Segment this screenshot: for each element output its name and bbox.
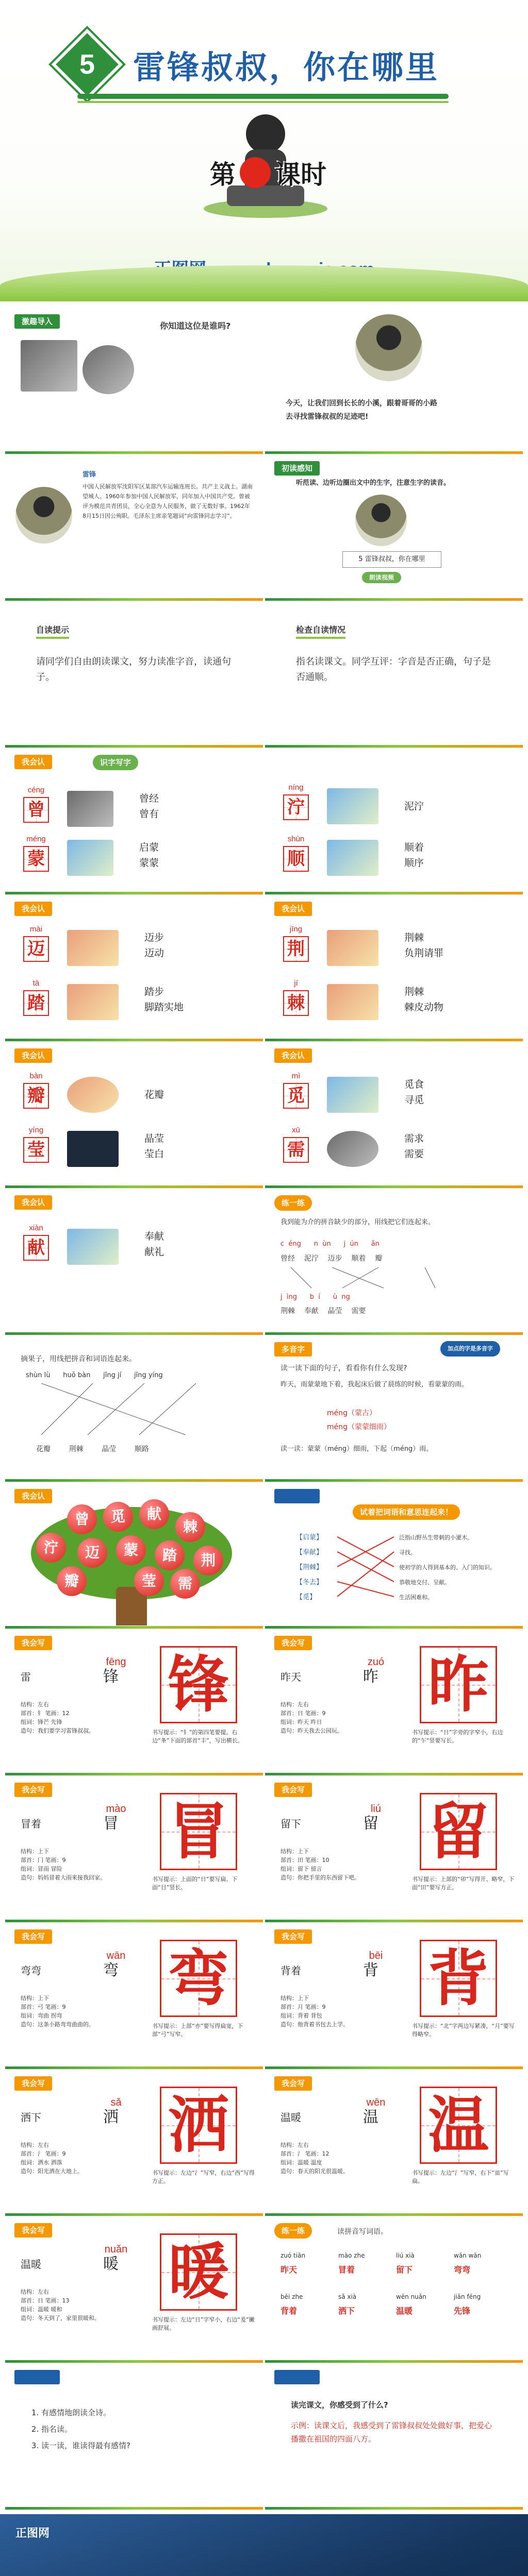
- pinyin: yíng: [28, 1126, 44, 1134]
- slide-preview: [265, 456, 523, 601]
- lesson-title: 雷锋叔叔，你在哪里: [133, 48, 440, 86]
- slide-strip: [5, 1479, 263, 1482]
- big-char-box: 弯: [160, 1940, 237, 2017]
- pair-banner: 试着把词语和意思连起来！: [353, 1504, 460, 1520]
- word: 曾经: [139, 793, 159, 804]
- slide-tag: 我会写: [14, 2223, 52, 2238]
- slide-strip: [265, 1185, 523, 1188]
- char-info: 结构：左右 部首：日 笔画：9 组词：昨天 昨日 造句：昨天我去公园玩。: [280, 1701, 343, 1734]
- slide-self-read: [5, 603, 263, 748]
- slide-strip: [5, 1185, 263, 1188]
- polyphone-py-2: méng（蒙蒙细雨）: [327, 1423, 391, 1431]
- slide-write-3: [5, 1777, 263, 1923]
- pinyin: wān: [106, 1950, 126, 1961]
- slide-tag: 我会认: [274, 1048, 312, 1063]
- example-word: 背着: [280, 1964, 301, 1977]
- slide-tag: 初读感知: [274, 461, 320, 476]
- pinyin: jīng: [289, 925, 303, 934]
- slide-strip: [265, 1920, 523, 1922]
- banner-logo: 正图网: [15, 2527, 50, 2540]
- char-box: 荆: [283, 936, 309, 962]
- slide-summary: [265, 2365, 523, 2510]
- word-photo: [67, 930, 119, 966]
- slide-recognize-4: [265, 896, 523, 1042]
- slide-recognize-5: [5, 1043, 263, 1189]
- char-info: 结构：上下 部首：弓 笔画：9 组词：弯曲 拐弯 造句：这条小路弯弯曲曲的。: [21, 1995, 94, 2028]
- bio-text: 中国人民解放军沈阳军区某部汽车运输连班长。共产主义战士。湖南望城人。1960年参加中国人民解放军，同年加入中国共产党。曾被评为模范共青团员，全心全意为人民服务，做了无数好事。1962年8月15日因公殉职。毛泽东主席亲笔题词“向雷锋同志学习”。: [82, 483, 253, 519]
- word: 莹白: [144, 1148, 164, 1160]
- period-label: [191, 155, 345, 191]
- example-word: 洒下: [21, 2111, 41, 2124]
- slide-tag: 激趣导入: [14, 314, 60, 329]
- pair-lines: [337, 1534, 399, 1606]
- dew-photo: [67, 1131, 119, 1167]
- check-text: 指名读课文。同学互评：字音是否正确，句子是否通顺。: [296, 656, 491, 683]
- char-box: 莹: [23, 1137, 49, 1163]
- pinyin: liú: [370, 1803, 381, 1815]
- big-char-box: 暖: [160, 2233, 237, 2311]
- char-info: 结构：左右 部首：氵 笔画：12 组词：温暖 温度 造句：春天的阳光很温暖。: [280, 2142, 349, 2175]
- preview-card-title: 5 雷锋叔叔，你在哪里: [342, 551, 441, 568]
- writing-tip: 书写提示：“日”字旁的字窄小，右边的“乍”竖要写长。: [412, 1729, 503, 1744]
- polyphone-practice: 读一读：蒙蒙（méng）细雨，下起（méng）雨。: [280, 1445, 433, 1453]
- word: 觅食: [404, 1079, 424, 1090]
- tree-char: 献: [139, 1499, 169, 1529]
- writing-tip: 书写提示：上部的“卯”写得开、略窄，下面“田”要写方正。: [412, 1876, 515, 1891]
- pinyin: wēn: [366, 2097, 386, 2108]
- slide-write-1: [5, 1631, 263, 1776]
- slide-intro: [5, 309, 263, 454]
- lesson-number: 5: [79, 48, 95, 80]
- pinyin: méng: [26, 835, 46, 843]
- target-char: 暖: [103, 2255, 119, 2273]
- word-photo: [67, 984, 119, 1020]
- big-char-box: 锋: [160, 1646, 237, 1723]
- word: 迈步: [144, 932, 164, 943]
- slide-tag: 我会认: [14, 755, 52, 769]
- slide-tag: 练一练: [274, 2223, 312, 2239]
- promo-banner: [0, 2514, 528, 2576]
- slide-check: [265, 603, 523, 748]
- pinyin: céng: [27, 786, 45, 794]
- period-marker: [240, 157, 271, 188]
- big-char-box: 留: [420, 1793, 497, 1870]
- slide-tag: 指导朗读: [14, 2370, 60, 2384]
- char-info: 结构：左右 部首：氵 笔画：9 组词：洒水 洒落 造句：阳光洒在大地上。: [21, 2142, 83, 2175]
- target-char: 背: [363, 1961, 378, 1979]
- match1-lines: [280, 1267, 507, 1291]
- polyphone-sentence: 昨天，雨蒙蒙地下着，我起床后做了晨练的时候，看蒙蒙的雨。: [280, 1381, 469, 1388]
- slide-polyphone: [265, 1337, 523, 1482]
- match1-instruction: 我到能为介的拼音缺少的部分，用线把它们连起来。: [280, 1218, 435, 1226]
- slide-strip: [5, 2066, 263, 2069]
- slide-tag: 我会写: [274, 1783, 312, 1797]
- word: 启蒙: [139, 842, 159, 853]
- slide-strip: [5, 2213, 263, 2216]
- slide-tag: 我会认: [14, 1048, 52, 1063]
- preview-photo: [355, 495, 407, 546]
- practice-instruction: 读拼音写词语。: [337, 2228, 388, 2236]
- big-char-box: 洒: [160, 2087, 237, 2164]
- word: 献礼: [144, 1246, 164, 1258]
- word-photo: [67, 791, 113, 827]
- slide-pair-meaning: [265, 1484, 523, 1629]
- target-char: 弯: [103, 1961, 119, 1979]
- pinyin: mào: [106, 1803, 126, 1815]
- practice-answer-row-1: 昨天 冒着 留下 弯弯: [280, 2265, 471, 2275]
- slide-strip: [5, 892, 263, 894]
- char-box: 瓣: [23, 1083, 49, 1109]
- word-photo: [327, 930, 378, 966]
- pinyin: mài: [29, 925, 43, 934]
- video-button[interactable]: 朗读视频: [362, 572, 401, 583]
- example-word: 昨天: [280, 1671, 301, 1683]
- word-photo: [327, 1131, 378, 1167]
- word: 需求: [404, 1133, 424, 1144]
- slide-write-7: [5, 2071, 263, 2216]
- word: 蒙蒙: [139, 857, 159, 869]
- pinyin: zuó: [367, 1656, 385, 1668]
- example-word: 温暖: [21, 2258, 41, 2270]
- self-read-tag: 自读提示: [36, 623, 69, 639]
- title-row: [62, 41, 474, 88]
- pinyin: fēng: [106, 1656, 126, 1668]
- slide-tag: 我会认: [14, 1195, 52, 1210]
- tree-char: 蒙: [116, 1535, 146, 1565]
- match2-lines: [26, 1383, 242, 1440]
- intro-question: 你知道这位是谁吗?: [160, 321, 231, 331]
- word: 踏步: [144, 986, 164, 997]
- slide-tag: 我会认: [274, 902, 312, 916]
- preview-instruction: 听范读、边听边圈出文中的生字，注意生字的读音。: [296, 479, 451, 487]
- slide-tree: [5, 1484, 263, 1629]
- writing-tip: 书写提示：左边“氵”写窄，右边“西”写得方正。: [152, 2170, 255, 2184]
- slide-strip: [265, 1332, 523, 1335]
- char-box: 顺: [283, 846, 309, 872]
- intro2-line2: 去寻找雷锋叔叔的足迹吧!: [286, 413, 369, 421]
- word: 花瓣: [144, 1089, 164, 1100]
- char-info: 结构：上下 部首：冂 笔画：9 组词：冒雨 冒险 造句：妈妈冒着大雨来接我回家。: [21, 1848, 106, 1881]
- char-box: 蒙: [23, 846, 49, 872]
- word: 泥泞: [404, 801, 424, 812]
- char-box: 棘: [283, 990, 309, 1016]
- slide-strip: [265, 2066, 523, 2069]
- writing-tip: 书写提示：上面的“日”要写扁。下面“目”竖长。: [152, 1876, 238, 1891]
- slide-strip: [5, 1332, 263, 1335]
- example-word: 弯弯: [21, 1964, 41, 1977]
- example-word: 冒着: [21, 1818, 41, 1830]
- slide-strip: [265, 892, 523, 894]
- char-info: 结构：上下 部首：月 笔画：9 组词：背着 背包 造句：他背着书包去上学。: [280, 1995, 349, 2028]
- pinyin: tà: [32, 979, 40, 988]
- slide-tag: 我会写: [14, 2076, 52, 2091]
- slide-tag: 我会写: [14, 1783, 52, 1797]
- slide-strip: [265, 598, 523, 601]
- polyphone-bubble: 加点的字是多音字: [440, 1341, 500, 1357]
- slide-tag: 练一练: [274, 1195, 312, 1211]
- big-char-box: 温: [420, 2087, 497, 2164]
- word: 晶莹: [144, 1133, 164, 1144]
- slide-write-8: [265, 2071, 523, 2216]
- pair-words: 【启蒙】 【奉献】 【荆棘】 【冬去】 【觅】: [296, 1534, 323, 1601]
- slide-write-6: [265, 1924, 523, 2070]
- writing-tip: 书写提示：上部“亦”要写得扁宽，下部“弓”写窄。: [152, 2023, 243, 2038]
- slide-tag: 我会写: [14, 1636, 52, 1650]
- slide-tag: 我会写: [274, 1929, 312, 1944]
- practice-pinyin-row-2: bēi zhe sǎ xià wēn nuǎn jiān fēng: [280, 2293, 481, 2300]
- big-char-box: 背: [420, 1940, 497, 2017]
- word-photo: [327, 788, 378, 824]
- slide-recognize-6: [265, 1043, 523, 1189]
- slide-write-2: [265, 1631, 523, 1776]
- word: 棘皮动物: [404, 1002, 444, 1013]
- char-info: 结构：上下 部首：田 笔画：10 组词：留下 留言 造句：你把手里的东西留下吧。: [280, 1848, 360, 1881]
- slide-strip: [265, 2213, 523, 2216]
- match2-pinyin: shùn lù huǒ bàn jīng jí jīng yíng: [26, 1371, 163, 1379]
- lei-feng-portrait: [355, 314, 422, 381]
- summary-question: 读完课文，你感受到了什么?: [291, 2400, 388, 2410]
- big-char-box: 昨: [420, 1646, 497, 1723]
- target-char: 冒: [103, 1815, 119, 1833]
- guide-list: [31, 2406, 130, 2455]
- word-photo: [327, 1077, 378, 1113]
- char-box: 迈: [23, 936, 49, 962]
- pinyin: mì: [291, 1072, 301, 1080]
- photo-2: [82, 345, 134, 394]
- example-word-text: 雷: [21, 1671, 31, 1683]
- word: 奉献: [144, 1231, 164, 1242]
- tree-char: 迈: [77, 1538, 107, 1568]
- bio-name: 雷锋: [82, 471, 96, 479]
- sub-tag: 识字写字: [93, 755, 138, 770]
- slide-practice: [265, 2218, 523, 2363]
- char-box: 觅: [283, 1083, 309, 1109]
- word: 顺着: [404, 842, 424, 853]
- target-char: 洒: [103, 2108, 119, 2126]
- slide-tag: 我会认: [14, 1489, 52, 1503]
- pinyin: shùn: [287, 835, 305, 843]
- pinyin: nuǎn: [104, 2244, 128, 2255]
- guide-item: 1. 有感情地朗读全诗。: [41, 2406, 130, 2419]
- lesson-number-badge: [52, 29, 123, 100]
- flower-photo: [67, 1077, 119, 1113]
- slide-strip: [265, 2507, 523, 2510]
- summary-text: 示例：读课文后，我感受到了雷锋叔叔处处做好事，把爱心播撒在祖国的四面八方。: [291, 2421, 492, 2444]
- big-char-box: 冒: [160, 1793, 237, 1870]
- pinyin: xū: [292, 1126, 300, 1134]
- slide-write-9: [5, 2218, 263, 2363]
- pinyin: xiàn: [29, 1224, 43, 1232]
- tree-char: 曾: [67, 1504, 97, 1534]
- target-char: 昨: [363, 1668, 378, 1686]
- target-char: 温: [363, 2108, 378, 2126]
- slide-strip: [265, 1039, 523, 1041]
- tree-char: 觅: [103, 1502, 133, 1532]
- period-suffix: 课时: [275, 160, 326, 190]
- title-underline: [77, 94, 449, 99]
- word: 脚踏实地: [144, 1002, 184, 1013]
- writing-tip: 书写提示：“钅”的第四笔要提。右边“夆”下面的部首“丰”，写出横长。: [152, 1729, 243, 1744]
- tree-char: 泞: [36, 1533, 66, 1563]
- char-info: 结构：左右 部首：日 笔画：13 组词：温暖 暖和 造句：冬天到了，家里很暖和。: [21, 2289, 100, 2321]
- match1-bot-pinyin: j ìng b í ù ng: [280, 1293, 350, 1301]
- slide-strip: [5, 1039, 263, 1041]
- slide-write-4: [265, 1777, 523, 1923]
- word: 负荆请罪: [404, 947, 444, 959]
- writing-tip: 书写提示：“北”字两边写紧凑，“月”要写得略窄。: [412, 2023, 515, 2038]
- target-char: 留: [363, 1815, 378, 1833]
- slide-intro-2: [265, 309, 523, 454]
- slide-strip: [5, 1773, 263, 1775]
- intro2-line1: 今天，让我们回到长长的小溪，跟着哥哥的小路: [286, 399, 437, 408]
- match2-instruction: 摘果子，用线把拼音和词语连起来。: [21, 1355, 136, 1363]
- slide-bio: [5, 456, 263, 601]
- word-photo: [327, 984, 378, 1020]
- banner-background: [0, 2514, 528, 2576]
- slide-tag: 多音字: [274, 1342, 312, 1357]
- slide-strip: [265, 2360, 523, 2363]
- match1-top-pinyin: c éng n ùn j ún ǎn: [280, 1240, 380, 1248]
- slide-strip: [5, 1920, 263, 1922]
- char-box: 泞: [283, 794, 309, 820]
- practice-pinyin-row-1: zuó tiān mào zhe liú xià wān wān: [280, 2252, 482, 2259]
- slide-strip: [265, 1479, 523, 1482]
- tree-char: 荆: [193, 1546, 223, 1575]
- word: 需要: [404, 1148, 424, 1160]
- slide-recognize-7: [5, 1190, 263, 1335]
- match2-words: 花瓣 荆棘 晶莹 顺路: [36, 1445, 149, 1453]
- char-box: 需: [283, 1137, 309, 1163]
- word: 顺序: [404, 857, 424, 869]
- slide-write-5: [5, 1924, 263, 2070]
- cover-header: [0, 0, 528, 301]
- word: 寻觅: [404, 1094, 424, 1106]
- slide-guide-reading: [5, 2365, 263, 2510]
- self-read-text: 请同学们自由朗读课文，努力读准字音，读通句子。: [36, 656, 231, 683]
- slide-match-2: [5, 1337, 263, 1482]
- lei-feng-photo-small: [15, 487, 72, 544]
- word: 荆棘: [404, 932, 424, 943]
- target-char: 锋: [103, 1668, 119, 1686]
- slide-tag: 理解词语: [274, 1489, 320, 1503]
- slide-tag: 我会认: [14, 902, 52, 916]
- slide-tag: 本课小结: [274, 2370, 320, 2384]
- slide-recognize-2: [265, 750, 523, 895]
- match1-bot-words: 荆棘 奉献 晶莹 需要: [280, 1307, 366, 1315]
- writing-tip: 书写提示：左边“日”字窄小，右边“爰”撇画舒展。: [152, 2316, 255, 2331]
- guide-item: 3. 读一读，谁读得最有感情?: [41, 2439, 130, 2452]
- slide-recognize-3: [5, 896, 263, 1042]
- slide-strip: [5, 745, 263, 748]
- pinyin: níng: [288, 783, 304, 792]
- char-box: 踏: [23, 990, 49, 1016]
- word: 迈动: [144, 947, 164, 959]
- polyphone-instruction: 读一读下面的句子，看看你有什么发现?: [280, 1364, 407, 1372]
- example-word: 留下: [280, 1818, 301, 1830]
- pinyin: sǎ: [110, 2097, 122, 2108]
- example-word: 温暖: [280, 2111, 301, 2124]
- slide-strip: [265, 1626, 523, 1629]
- writing-tip: 书写提示：左边“氵”写窄，右下“皿”写扁。: [412, 2170, 509, 2184]
- match1-top-words: 曾经 泥泞 迈步 顺着 瓣: [280, 1255, 383, 1263]
- practice-answer-row-2: 背着 洒下 温暖 先锋: [280, 2306, 471, 2316]
- slide-strip: [5, 1626, 263, 1629]
- pinyin: jí: [294, 979, 298, 988]
- slide-strip: [265, 1773, 523, 1775]
- word-photo: [327, 840, 378, 876]
- slide-tag: 我会写: [274, 2076, 312, 2091]
- word-photo: [67, 1229, 119, 1265]
- slide-recognize-1: [5, 750, 263, 895]
- tree-char: 瓣: [57, 1566, 87, 1596]
- char-info: 结构：左右 部首：钅 笔画：12 组词：锋芒 先锋 造句：我们要学习雷锋叔叔。: [21, 1701, 94, 1734]
- photo-1: [21, 340, 77, 392]
- pinyin: bēi: [369, 1950, 383, 1961]
- guide-item: 2. 指名读。: [41, 2422, 130, 2436]
- example-word: [21, 1669, 31, 1685]
- check-tag: 检查自读情况: [296, 623, 345, 639]
- word: 荆棘: [404, 986, 424, 997]
- slide-strip: [5, 2360, 263, 2363]
- char-box: 曾: [23, 797, 49, 823]
- grass-decoration: [0, 265, 528, 301]
- slide-match-1: [265, 1190, 523, 1335]
- slide-strip: [5, 598, 263, 601]
- pair-meanings: 泛指山野丛生带刺的小灌木。 寻找。 使初学的人得到基本的、入门的知识。 恭敬地交付、呈献。 生活困难和。: [399, 1534, 496, 1601]
- slide-tag: 我会写: [274, 1636, 312, 1650]
- tree-char: 莹: [134, 1566, 164, 1596]
- slide-strip: [265, 451, 523, 454]
- period-prefix: 第: [210, 160, 236, 190]
- word: 曾有: [139, 808, 159, 820]
- tree-char: 踏: [155, 1540, 185, 1570]
- slide-tag: 我会写: [14, 1929, 52, 1944]
- tree-char: 需: [170, 1569, 200, 1599]
- char-box: 献: [23, 1235, 49, 1261]
- pinyin: bàn: [29, 1072, 43, 1080]
- polyphone-py-1: méng（蒙古）: [327, 1409, 377, 1417]
- slide-strip: [5, 451, 263, 454]
- slide-strip: [265, 745, 523, 748]
- word-photo: [67, 840, 113, 876]
- slide-strip: [5, 2507, 263, 2510]
- tree-char: 棘: [175, 1512, 205, 1542]
